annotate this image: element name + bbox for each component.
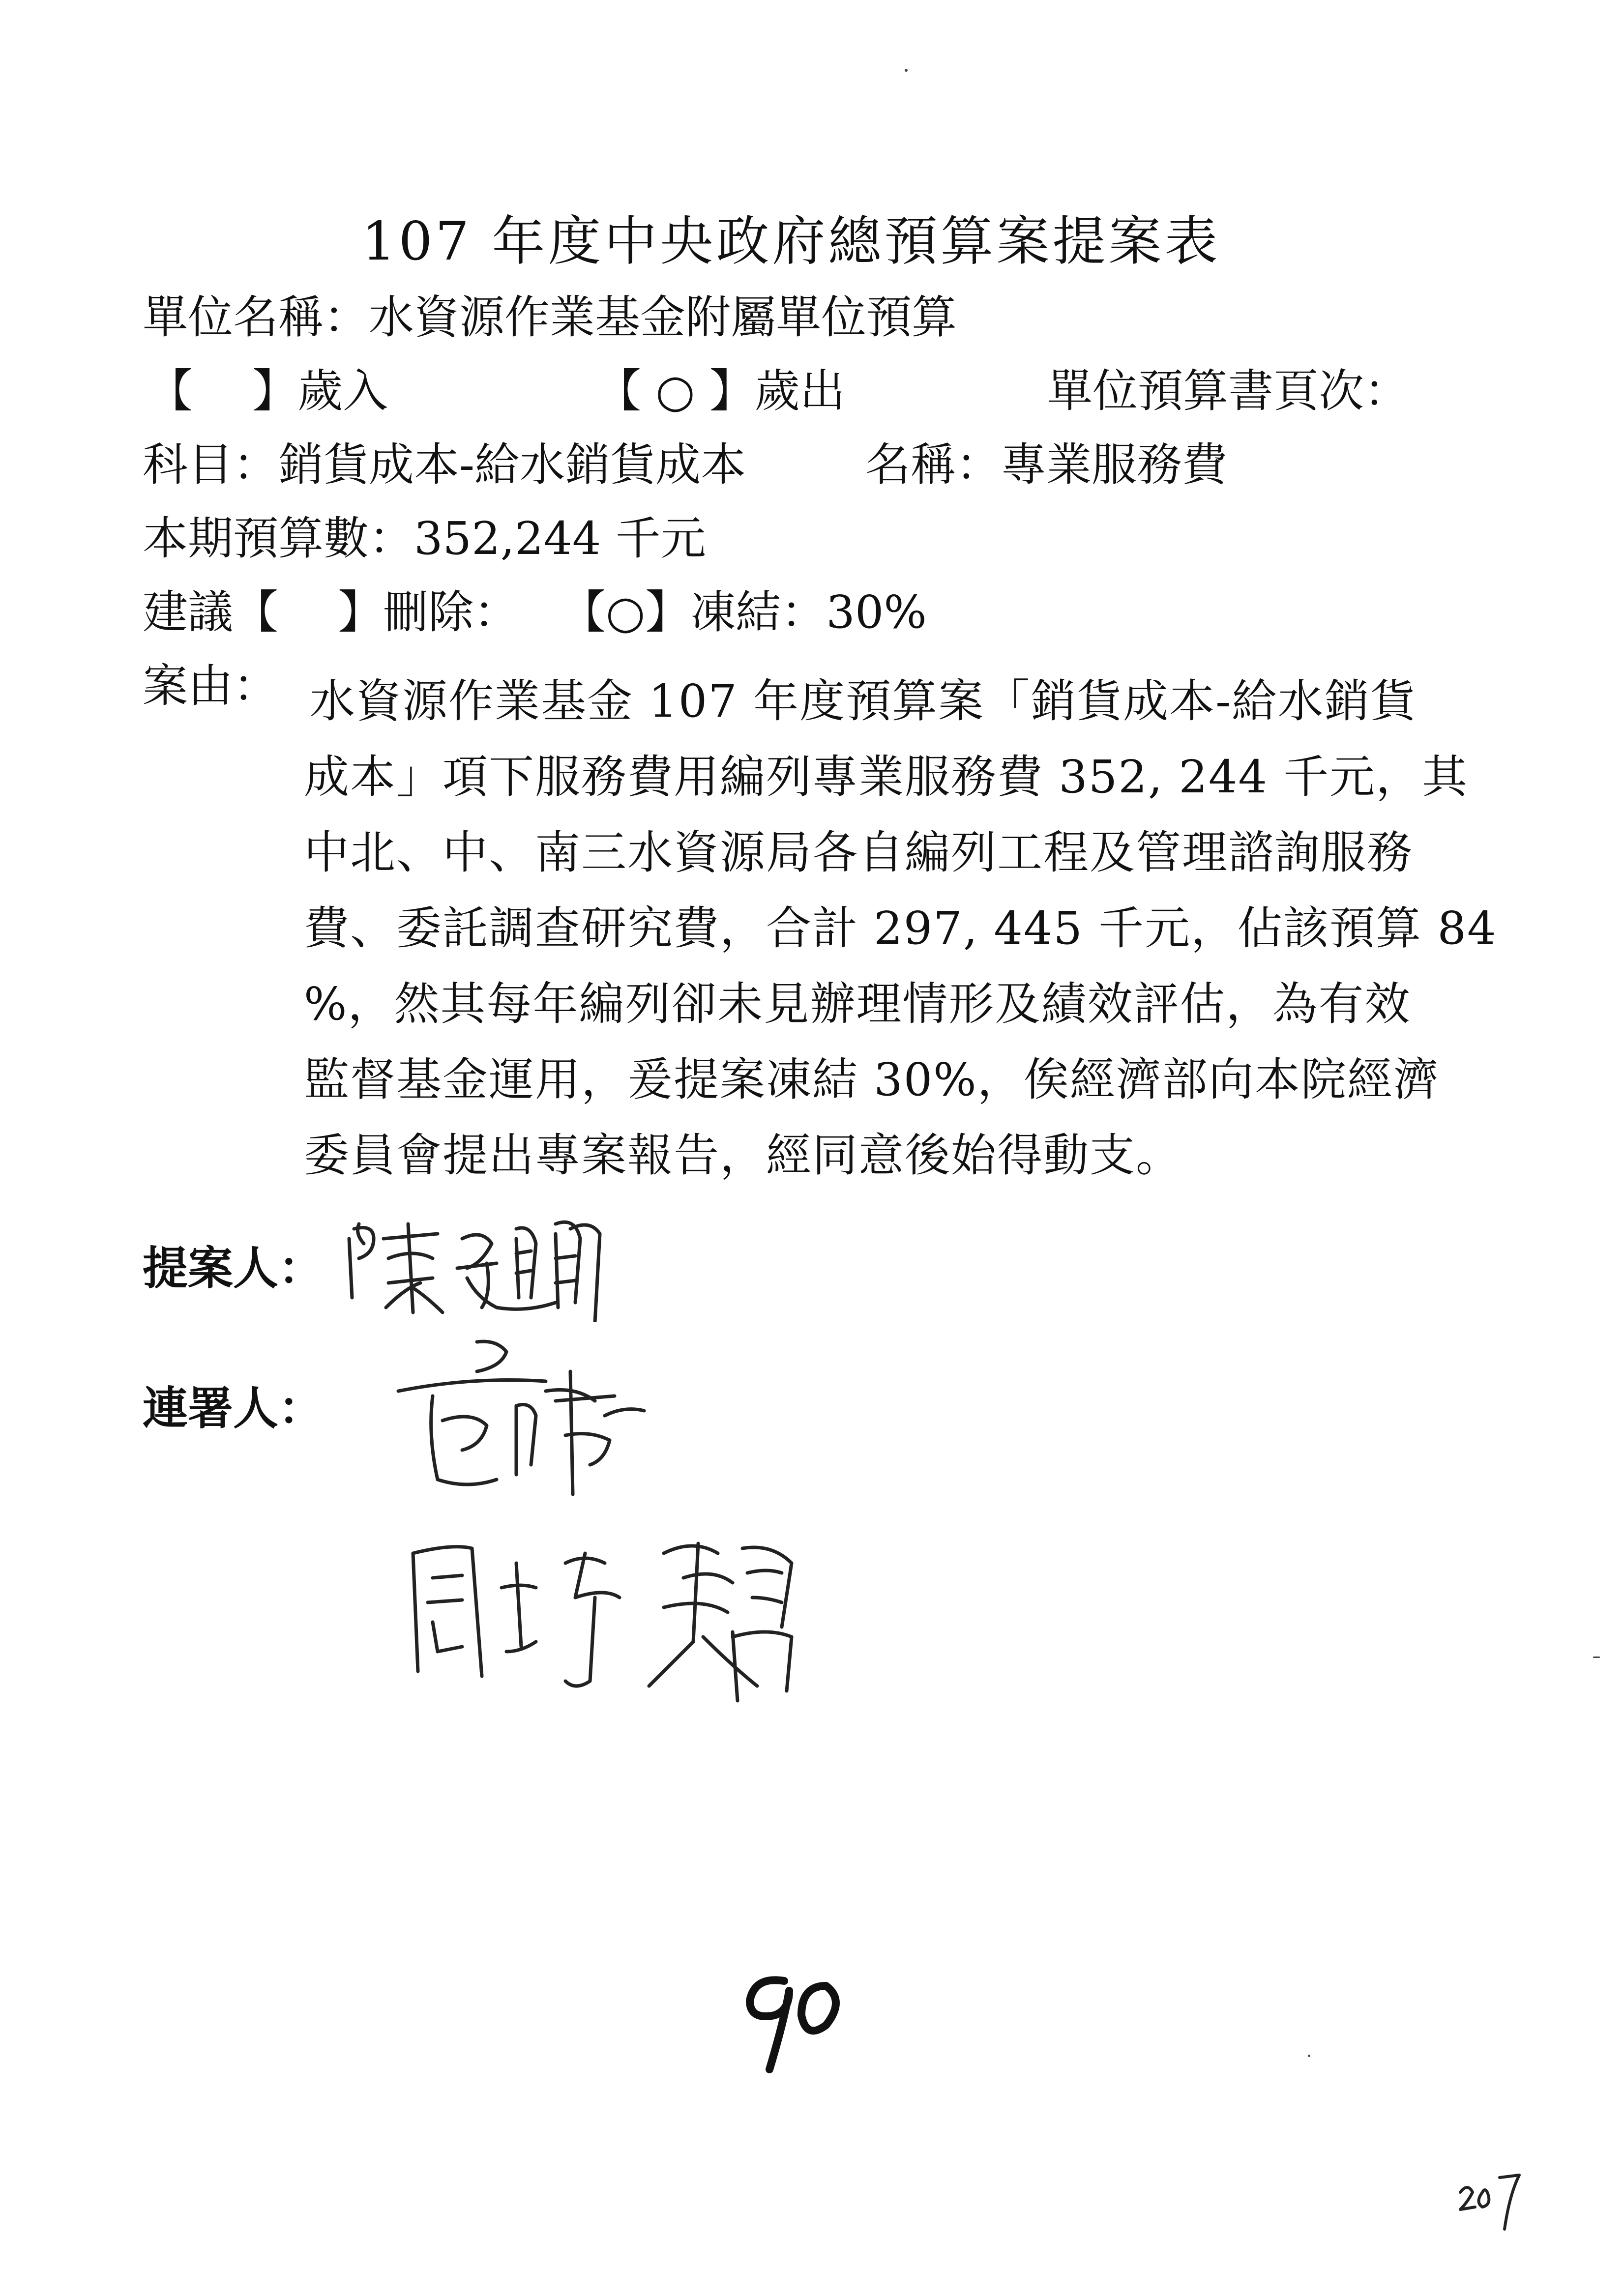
reason-line: 水資源作業基金 107 年度預算案「銷貨成本-給水銷貨 — [310, 675, 1417, 727]
unit-value: 水資源作業基金附屬單位預算 — [369, 291, 957, 344]
freeze-checkbox: 【○】 — [561, 586, 691, 639]
revenue-checkbox: 【 】 — [148, 365, 298, 417]
reason-line: 監督基金運用，爰提案凍結 30%，俟經濟部向本院經濟 — [304, 1053, 1440, 1106]
revenue-field — [148, 365, 388, 417]
reason-line: 中北、中、南三水資源局各自編列工程及管理諮詢服務 — [304, 826, 1414, 879]
suggest-label: 建議 — [143, 586, 234, 639]
budget-value: 352,244 千元 — [414, 512, 706, 565]
cosigner-label: 連署人： — [143, 1382, 324, 1435]
freeze-label: 凍結： — [690, 586, 827, 639]
name-value: 專業服務費 — [1001, 438, 1228, 491]
subject-value: 銷貨成本-給水銷貨成本 — [278, 438, 746, 491]
scan-speck — [1308, 2055, 1310, 2057]
name-label: 名稱： — [865, 438, 1002, 491]
freeze-value: 30% — [826, 586, 927, 639]
revenue-label: 歲入 — [297, 365, 388, 417]
name-field — [865, 438, 1228, 491]
reason-line: 費、委託調查研究費，合計 297, 445 千元，佔該預算 84 — [304, 902, 1497, 955]
expense-checkbox: 【 ○ 】 — [596, 365, 755, 417]
reason-line: 委員會提出專案報告，經同意後始得動支。 — [304, 1129, 1182, 1182]
page-ref-label: 單位預算書頁次： — [1047, 365, 1410, 417]
unit-row — [143, 291, 957, 344]
freeze-field — [561, 586, 927, 639]
expense-label: 歲出 — [754, 365, 845, 417]
scan-speck — [1593, 1657, 1600, 1658]
expense-field — [596, 365, 845, 417]
proposer-label: 提案人： — [143, 1242, 324, 1295]
suggestion-row — [143, 586, 519, 639]
reason-line: %，然其每年編列卻未見辦理情形及績效評估，為有效 — [304, 978, 1411, 1030]
proposer-signature — [339, 1209, 644, 1322]
subject-field — [143, 438, 746, 491]
reason-label: 案由： — [143, 660, 279, 712]
reason-line: 成本」項下服務費用編列專業服務費 352, 244 千元，其 — [304, 751, 1469, 803]
budget-label: 本期預算數： — [143, 512, 414, 565]
cosigner-signature-2 — [388, 1524, 811, 1711]
page-ref-field — [1047, 365, 1410, 417]
cosigner-signature-1 — [388, 1337, 693, 1499]
delete-label: 刪除： — [383, 586, 519, 639]
budget-field — [143, 512, 706, 565]
reason-paragraph — [304, 664, 1497, 1193]
handwritten-corner-number — [1455, 2173, 1524, 2232]
handwritten-page-number — [728, 1961, 856, 2089]
scan-speck — [905, 69, 908, 72]
unit-label: 單位名稱： — [143, 291, 369, 344]
document-title: 107 年度中央政府總預算案提案表 — [362, 211, 1221, 272]
subject-label: 科目： — [143, 438, 279, 491]
delete-checkbox: 【 】 — [233, 586, 384, 639]
